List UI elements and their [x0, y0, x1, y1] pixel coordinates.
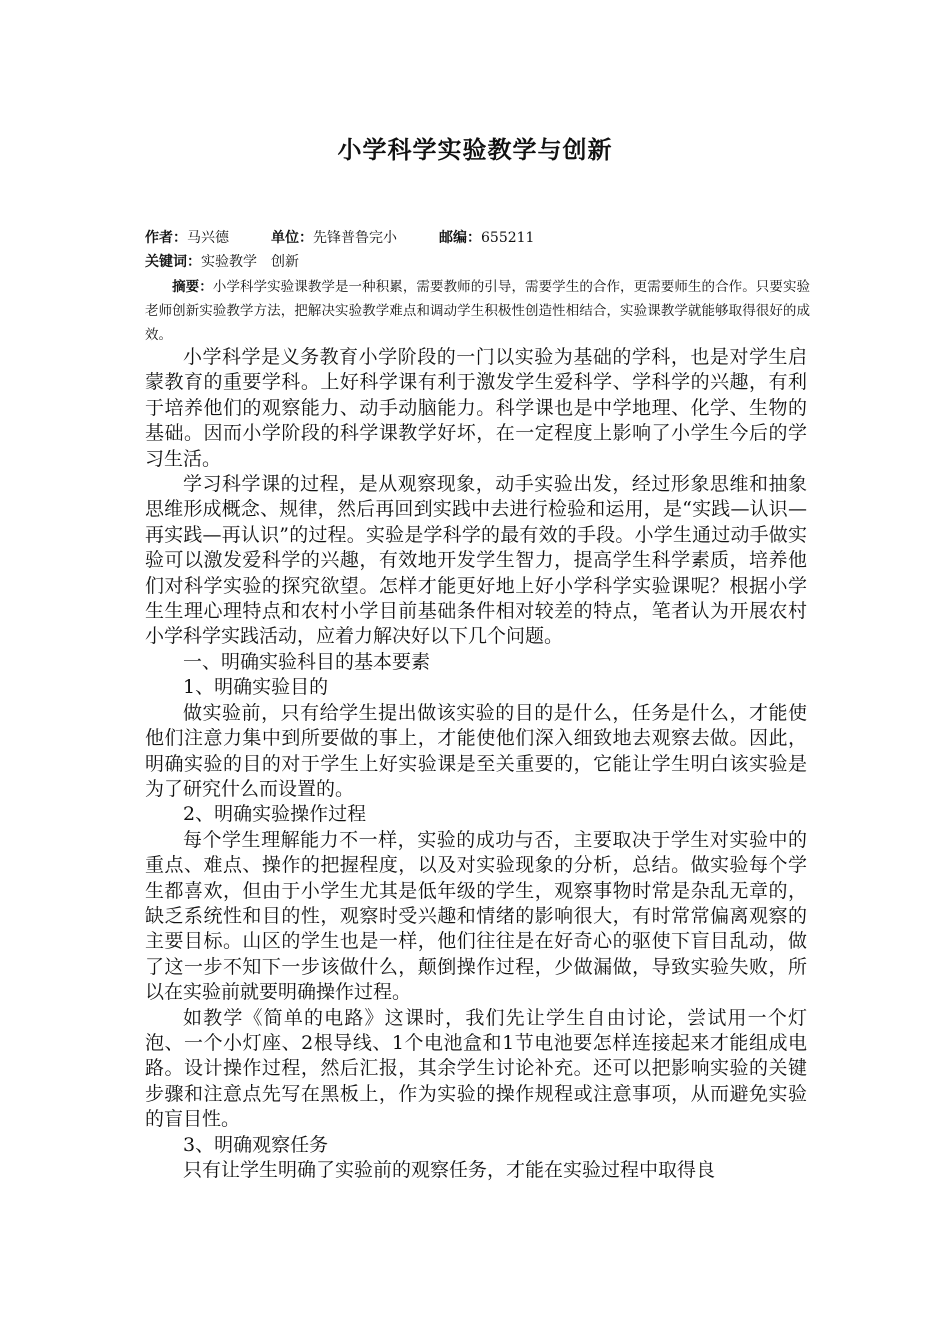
paragraph: 小学科学是义务教育小学阶段的一门以实验为基础的学科，也是对学生启蒙教育的重要学科。上好科学课有利于激发学生爱科学、学科学的兴趣，有利于培养他们的观察能力、动手动脑能力。科学课也是中学地理、化学、生物的基础。因而小学阶段的科学课教学好坏，在一定程度上影响了小学生今后的学习生活。	[145, 346, 807, 470]
abstract	[145, 275, 810, 347]
abstract-text: 小学科学实验课教学是一种积累，需要教师的引导，需要学生的合作，更需要师生的合作。只要实验老师创新实验教学方法，把解决实验教学难点和调动学生积极性创造性相结合，实验课教学就能够取得很好的成效。	[145, 279, 811, 343]
author-name: 马兴德	[187, 230, 229, 246]
subsection-heading: 2、明确实验操作过程	[183, 803, 367, 826]
subsection-heading: 1、明确实验目的	[183, 676, 329, 699]
body-text	[145, 345, 807, 1183]
unit-name: 先锋普鲁完小	[313, 230, 397, 246]
keywords-label: 关键词：	[145, 254, 201, 270]
section-heading: 一、明确实验科目的基本要素	[183, 650, 431, 673]
document-title: 小学科学实验教学与创新	[337, 136, 613, 164]
paragraph: 如教学《简单的电路》这课时，我们先让学生自由讨论，尝试用一个灯泡、一个小灯座、2根导线、1个电池盒和1节电池要怎样连接起来才能组成电路。设计操作过程，然后汇报，其余学生讨论补充。还可以把影响实验的关键步骤和注意点先写在黑板上，作为实验的操作规程或注意事项，从而避免实验的盲目性。	[145, 1006, 807, 1131]
keywords-line	[145, 250, 810, 275]
author-label: 作者：	[145, 230, 187, 246]
paragraph: 学习科学课的过程，是从观察现象，动手实验出发，经过形象思维和抽象思维形成概念、规律，然后再回到实践中去进行检验和运用，是“实践—认识—再实践—再认识”的过程。实验是学科学的最有效的手段。小学生通过动手做实验可以激发爱科学的兴趣，有效地开发学生智力，提高学生科学素质，培养他们对科学实验的探究欲望。怎样才能更好地上好小学科学实验课呢？根据小学生生理心理特点和农村小学目前基础条件相对较差的特点，笔者认为开展农村小学科学实践活动，应着力解决好以下几个问题。	[145, 473, 807, 648]
postcode-label: 邮编：	[439, 230, 481, 246]
author-line	[145, 226, 810, 251]
keywords-value: 实验教学 创新	[201, 254, 299, 270]
paragraph: 每个学生理解能力不一样，实验的成功与否，主要取决于学生对实验中的重点、难点、操作的把握程度，以及对实验现象的分析，总结。做实验每个学生都喜欢，但由于小学生尤其是低年级的学生，观察事物时常是杂乱无章的，缺乏系统性和目的性，观察时受兴趣和情绪的影响很大，有时常常偏离观察的主要目标。山区的学生也是一样，他们往往是在好奇心的驱使下盲目乱动，做了这一步不知下一步该做什么，颠倒操作过程，少做漏做，导致实验失败，所以在实验前就要明确操作过程。	[145, 828, 807, 1004]
paragraph: 做实验前，只有给学生提出做该实验的目的是什么，任务是什么，才能使他们注意力集中到所要做的事上，才能使他们深入细致地去观察去做。因此，明确实验的目的对于学生上好实验课是至关重要的，它能让学生明白该实验是为了研究什么而设置的。	[145, 701, 807, 800]
subsection-heading: 3、明确观察任务	[183, 1133, 329, 1156]
abstract-label: 摘要：	[172, 279, 213, 295]
unit-label: 单位：	[271, 230, 313, 246]
paragraph: 只有让学生明确了实验前的观察任务，才能在实验过程中取得良	[183, 1159, 716, 1181]
postcode-value: 655211	[481, 230, 535, 246]
